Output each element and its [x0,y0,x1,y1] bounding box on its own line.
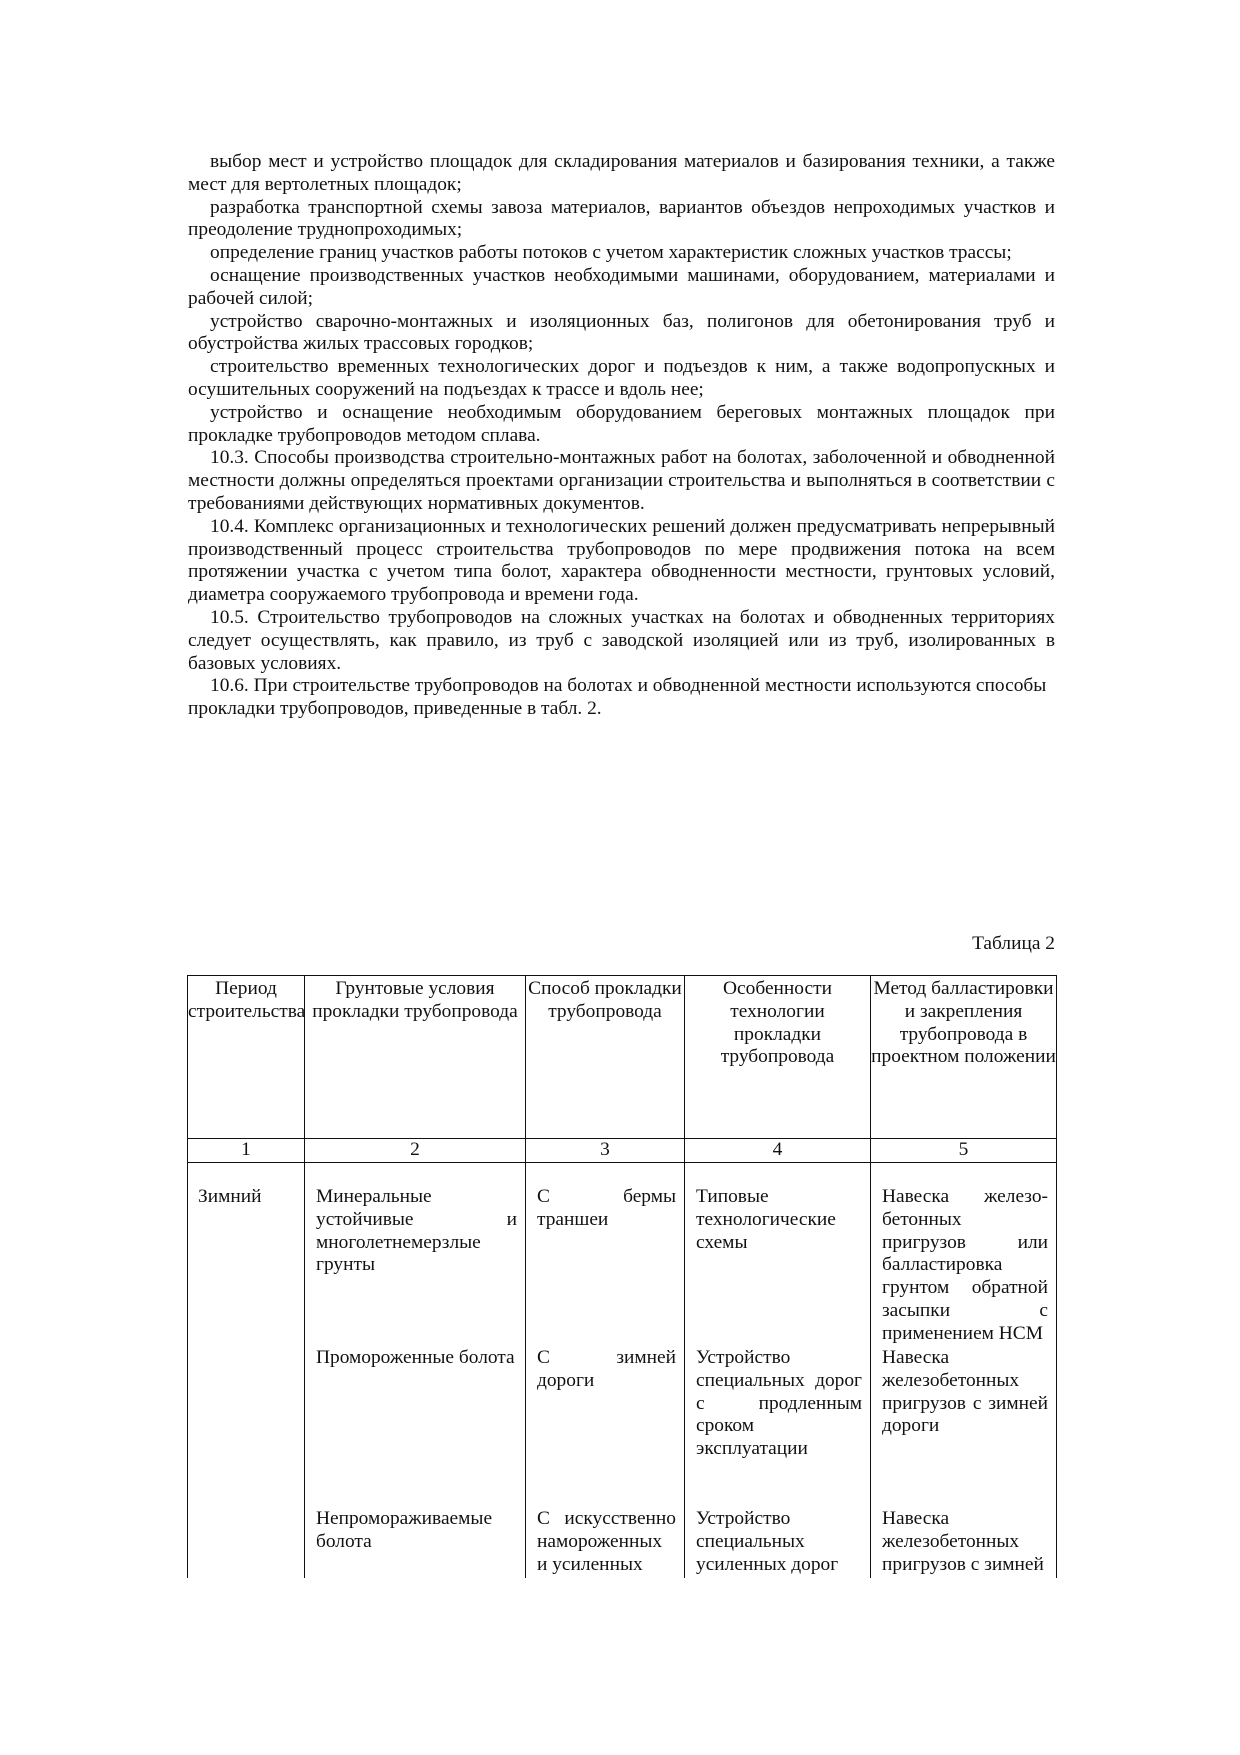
table-row [188,1508,1057,1578]
header-cell: Особенности технологии прокладки трубопровода [685,976,871,1139]
table-row [188,1347,1057,1508]
methods-table [187,975,1057,1578]
header-cell: Способ прокладки трубопровода [526,976,685,1139]
column-number: 5 [871,1139,1057,1163]
paragraph: оснащение производственных участков необходимыми машинами, оборудованием, материалами и рабочей силой; [188,264,1055,309]
paragraph: разработка транспортной схемы завоза материалов, вариантов объездов непроходимых участков и преодоление труднопроходимых; [188,196,1055,241]
spacer-cell [305,1163,526,1187]
spacer-cell [871,1163,1057,1187]
table-row [188,1186,1057,1347]
method-cell: С искусственно намороженных и усиленных [526,1508,685,1578]
technology-cell: Устройство специальных усиленных дорог [685,1508,871,1578]
ballast-cell: Навеска железобетонных пригрузов с зимней [871,1508,1057,1578]
column-number: 1 [188,1139,305,1163]
method-cell: С бермы траншеи [526,1186,685,1347]
spacer-cell [685,1163,871,1187]
paragraph: устройство и оснащение необходимым оборудованием береговых монтажных площадок при прокладке трубопроводов методом сплава. [188,401,1055,446]
period-cell: Зимний [188,1186,305,1347]
period-cell [188,1508,305,1578]
header-cell: Грунтовые условия прокладки трубопровода [305,976,526,1139]
paragraph: определение границ участков работы потоков с учетом характеристик сложных участков трассы; [210,242,1012,264]
body-text [188,151,1055,721]
paragraph: выбор мест и устройство площадок для складирования материалов и базирования техники, а также мест для вертолетных площадок; [188,151,1055,195]
technology-cell: Устройство специальных дорог с продленным сроком эксплуатации [685,1347,871,1508]
table-spacer-row [188,1163,1057,1187]
ballast-cell: Навеска железобетонных пригрузов с зимней дороги [871,1347,1057,1508]
paragraph: 10.5. Строительство трубопроводов на сложных участках на болотах и обводненных территориях следует осуществлять, как правило, из труб с заводской изоляцией или из труб, изолированных в базовых условиях. [188,606,1055,674]
paragraph: устройство сварочно-монтажных и изоляционных баз, полигонов для обетонирования труб и обустройства жилых трассовых городков; [188,310,1055,355]
technology-cell: Типовые технологические схемы [685,1186,871,1347]
table-header-row [188,976,1057,1139]
spacer-cell [188,1163,305,1187]
paragraph: строительство временных технологических дорог и подъездов к ним, а также водопропускных и осушительных сооружений на подъездах к трассе и вдоль нее; [188,356,1055,400]
header-cell: Период строительства [188,976,305,1139]
soil-cell: Непромораживаемые болота [305,1508,526,1578]
table-caption: Таблица 2 [972,933,1055,954]
column-number: 2 [305,1139,526,1163]
soil-cell: Промороженные болота [305,1347,526,1508]
spacer-cell [526,1163,685,1187]
ballast-cell: Навеска железо-бетонных пригрузов или балластировка грунтом обратной засыпки с применением НСМ [871,1186,1057,1347]
paragraph: 10.6. При строительстве трубопроводов на болотах и обводненной местности используются способы прокладки трубопроводов, приведенные в табл. 2. [188,675,1047,720]
header-cell: Метод балластировки и закрепления трубопровода в проектном положении [871,976,1057,1139]
paragraph: 10.4. Комплекс организационных и технологических решений должен предусматривать непрерывный производственный процесс строительства трубопроводов по мере продвижения потока на всем протяжении участка с учетом типа болот, характера обводненности местности, грунтовых условий, диаметра сооружаемого трубопровода и времени года. [188,515,1055,606]
column-number: 4 [685,1139,871,1163]
period-cell [188,1347,305,1508]
soil-cell: Минеральные устойчивые и многолетнемерзлые грунты [305,1186,526,1347]
method-cell: С зимней дороги [526,1347,685,1508]
column-number-row [188,1139,1057,1163]
column-number: 3 [526,1139,685,1163]
paragraph: 10.3. Способы производства строительно-монтажных работ на болотах, заболоченной и обводненной местности должны определяться проектами организации строительства и выполняться в соответствии с требованиями действующих нормативных документов. [188,447,1055,514]
